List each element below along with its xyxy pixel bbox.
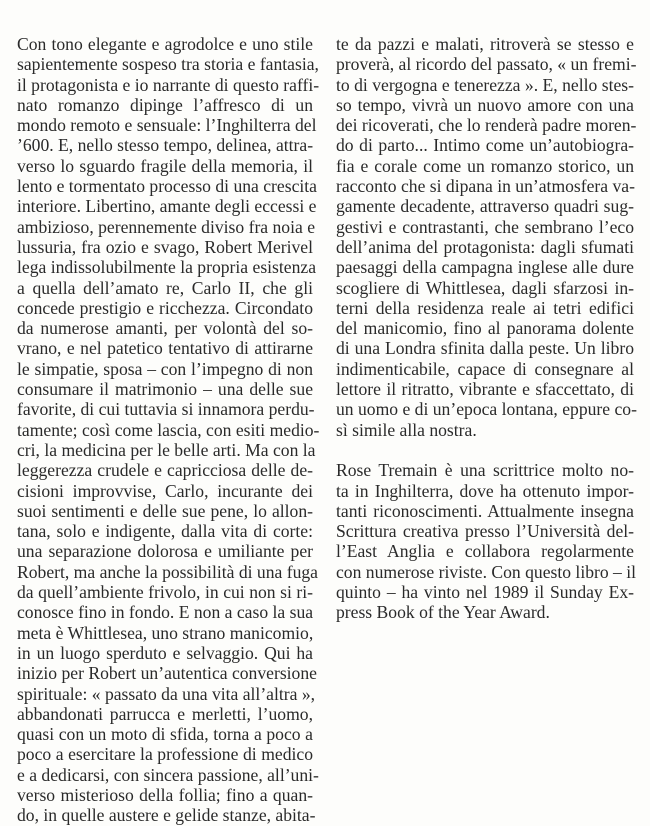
text-line: indimenticabile, capace di consegnare al <box>336 358 634 379</box>
text-line: mondo remoto e sensuale: l’Inghilterra del <box>17 115 317 136</box>
text-line: proverà, al ricordo del passato, « un fremi- <box>336 54 637 75</box>
text-line: le simpatie, sposa – con l’impegno di non <box>17 358 313 379</box>
text-line: ambizioso, perennemente diviso fra noia e <box>17 216 316 237</box>
text-line: Rose Tremain è una scrittrice molto no- <box>336 460 634 481</box>
text-line: sapientemente sospeso tra storia e fantasia, <box>17 54 319 75</box>
text-line: favorite, di cui tuttavia si innamora perdu- <box>17 399 315 420</box>
paragraph-gap <box>336 440 634 460</box>
text-line: abbandonati parrucca e merletti, l’uomo, <box>17 703 313 724</box>
text-line: dei ricoverati, che lo renderà padre moren- <box>336 115 637 136</box>
text-line: te da pazzi e malati, ritroverà se stesso e <box>336 34 634 54</box>
text-line: scogliere di Whittlesea, dagli sfarzosi in- <box>336 277 634 298</box>
text-line: do, in quelle austere e gelide stanze, abita- <box>17 805 316 826</box>
text-line: gestivi e contrastanti, che sembrano l’eco <box>336 216 634 237</box>
text-line: Robert, ma anche la possibilità di una fuga <box>17 561 318 582</box>
text-line: consumare il matrimonio – una delle sue <box>17 379 313 400</box>
text-line: press Book of the Year Award. <box>336 602 550 623</box>
text-line: inizio per Robert un’autentica conversione <box>17 663 317 684</box>
text-line: una separazione dolorosa e umiliante per <box>17 541 313 562</box>
text-line: lega indissolubilmente la propria esistenza <box>17 257 317 278</box>
text-line: tamente; così come lascia, con esiti medio- <box>17 419 320 440</box>
text-line: fia e corale come un romanzo storico, un <box>336 155 634 176</box>
plot-summary-paragraph <box>336 34 637 440</box>
text-line: del manicomio, fino al panorama dolente <box>336 318 634 339</box>
text-line: racconto che si dipana in un’atmosfera va- <box>336 176 635 197</box>
text-line: spirituale: « passato da una vita all’altra », <box>17 683 316 704</box>
text-line: to di vergogna e tenerezza ». E, nello stes- <box>336 74 634 95</box>
text-line: Con tono elegante e agrodolce e uno stile <box>17 34 313 54</box>
text-line: nato romanzo dipinge l’affresco di un <box>17 94 313 115</box>
text-line: ta in Inghilterra, dove ha ottenuto impor- <box>336 480 634 501</box>
text-line: interiore. Libertino, amante degli eccessi e <box>17 196 317 217</box>
text-line: dell’anima del protagonista: dagli sfumati <box>336 236 634 257</box>
text-line: lussuria, fra ozio e svago, Robert Merivel <box>17 236 313 257</box>
text-line: cisioni improvvise, Carlo, incurante dei <box>17 480 313 501</box>
text-line: tanti riconoscimenti. Attualmente insegna <box>336 500 634 521</box>
text-line: verso misterioso della follia; fino a quan- <box>17 784 313 805</box>
text-line: concede prestigio e ricchezza. Circondato <box>17 297 313 318</box>
text-line: gamente decadente, attraverso quadri sug- <box>336 196 634 217</box>
text-line: a quella dell’amato re, Carlo II, che gli <box>17 277 313 298</box>
text-line: il protagonista e io narrante di questo raffi- <box>17 74 320 95</box>
text-line: cri, la medicina per le belle arti. Ma con la <box>17 439 316 460</box>
text-line: verso lo sguardo fragile della memoria, il <box>17 155 313 176</box>
text-line: so tempo, vivrà un nuovo amore con una <box>336 94 634 115</box>
text-line: quasi con un moto di sfida, torna a poco a <box>17 724 313 745</box>
text-line: da numerose amanti, per volontà del so- <box>17 318 313 339</box>
text-line: un uomo e di un’epoca lontana, eppure co- <box>336 399 637 420</box>
text-line: meta è Whittlesea, uno strano manicomio, <box>17 622 314 643</box>
left-column <box>17 34 320 826</box>
text-line: terni della residenza reale ai tetri edifici <box>336 297 634 318</box>
text-line: sì simile alla nostra. <box>336 419 477 440</box>
text-line: lento e tormentato processo di una crescita <box>17 176 317 197</box>
text-line: quinto – ha vinto nel 1989 il Sunday Ex- <box>336 582 634 603</box>
text-line: do di parto... Intimo come un’autobiogra- <box>336 135 634 156</box>
text-line: Scrittura creativa presso l’Università del- <box>336 521 634 542</box>
text-line: vrano, e nel patetico tentativo di attirarne <box>17 338 313 359</box>
text-line: poco a esercitare la professione di medico <box>17 744 313 765</box>
author-bio-paragraph <box>336 460 637 623</box>
text-line: suoi sentimenti e delle sue pene, lo allon- <box>17 500 313 521</box>
text-line: da quell’ambiente frivolo, in cui non si ri- <box>17 582 313 603</box>
text-line: ’600. E, nello stesso tempo, delinea, attra- <box>17 135 314 156</box>
text-line: conosce fino in fondo. E non a caso la sua <box>17 602 314 623</box>
text-line: l’East Anglia e collabora regolarmente <box>336 541 634 562</box>
text-line: e a dedicarsi, con sincera passione, all’uni- <box>17 764 319 785</box>
text-line: paesaggi della campagna inglese alle dure <box>336 257 634 278</box>
text-line: in un luogo sperduto e selvaggio. Qui ha <box>17 642 313 663</box>
text-line: con numerose riviste. Con questo libro – il <box>336 561 637 582</box>
text-line: leggerezza crudele e capricciosa delle de- <box>17 460 313 481</box>
text-line: lettore il ritratto, vibrante e sfaccettato, di <box>336 379 634 400</box>
text-line: tana, solo e indigente, dalla vita di corte: <box>17 521 313 542</box>
right-column <box>336 34 637 623</box>
text-line: di una Londra sfinita dalla peste. Un libro <box>336 338 634 359</box>
